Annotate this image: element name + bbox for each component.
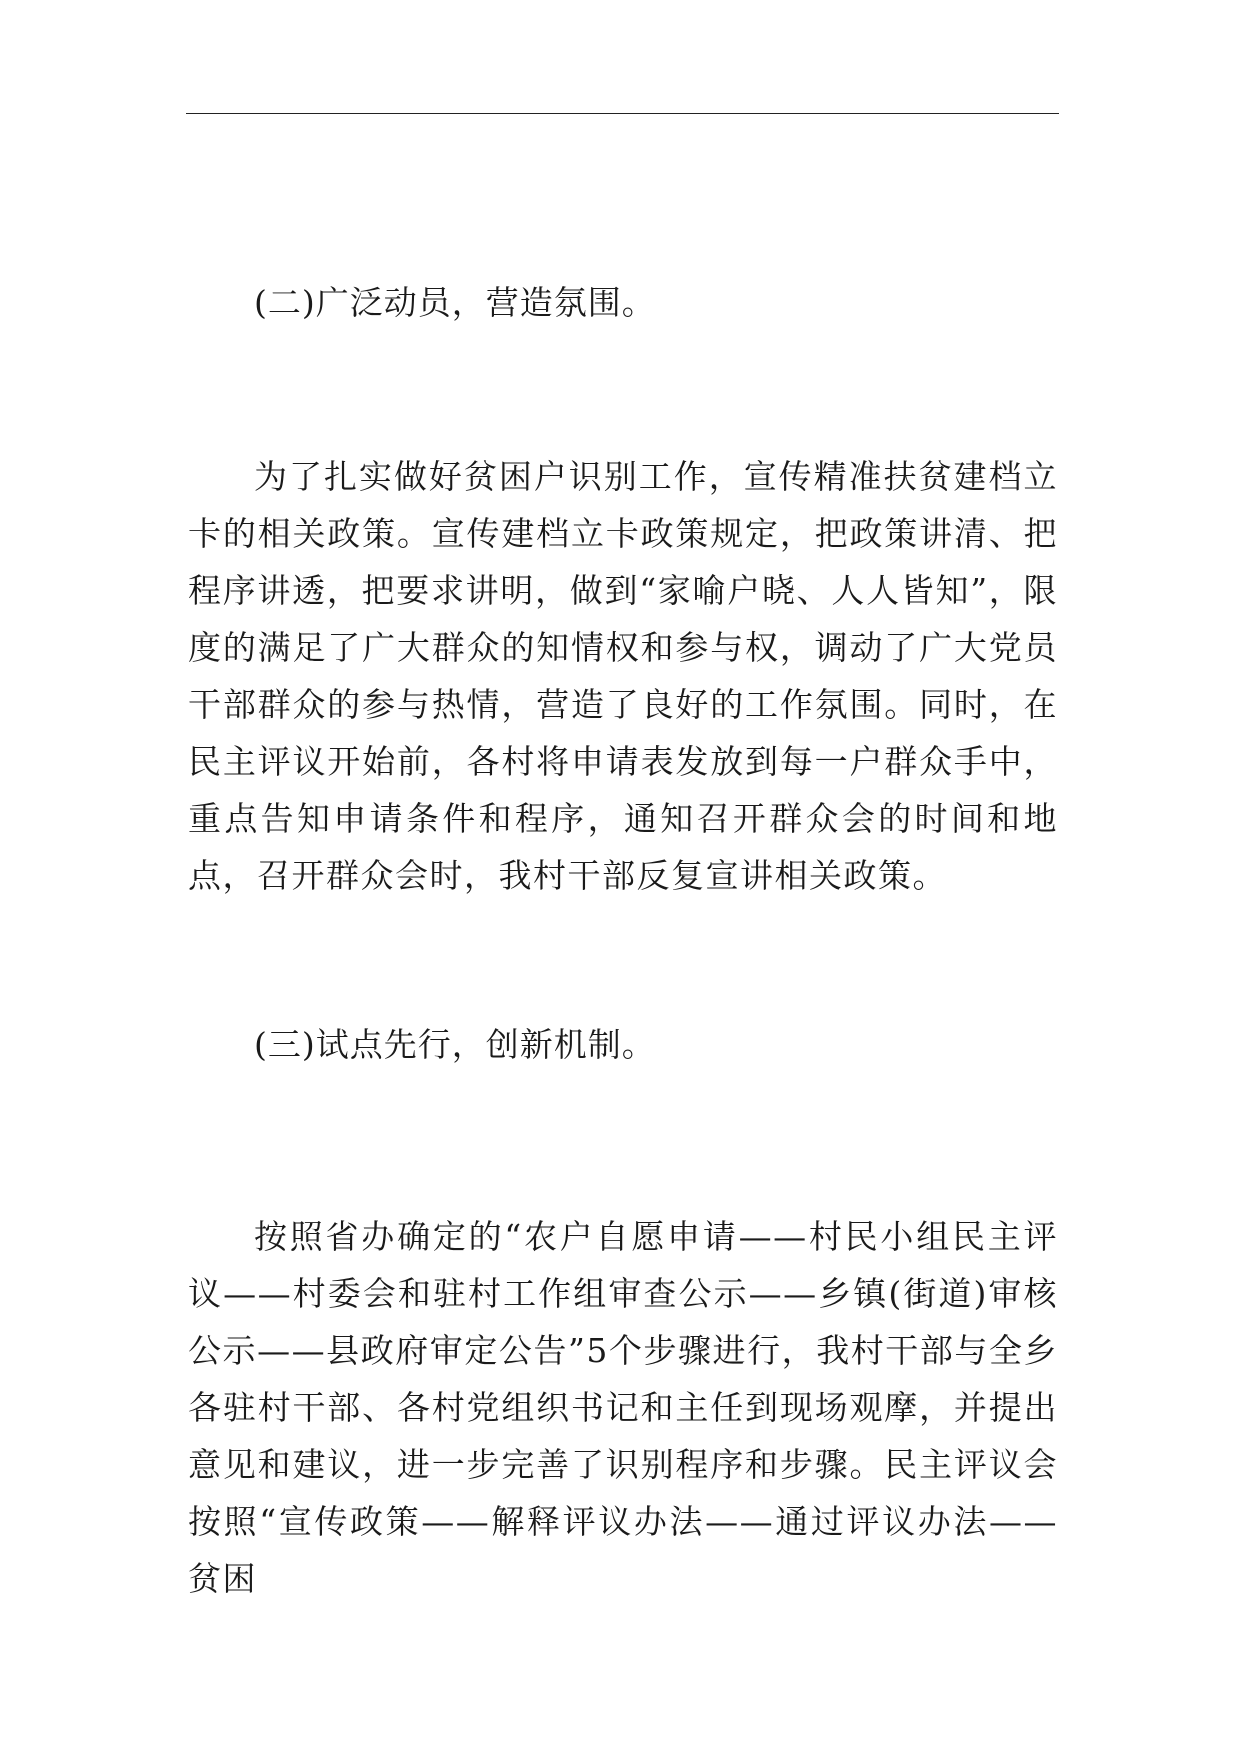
header-divider — [186, 113, 1059, 114]
section-heading: (三)试点先行，创新机制。 — [254, 1025, 656, 1064]
body-paragraph: 按照省办确定的“农户自愿申请——村民小组民主评议——村委会和驻村工作组审查公示——乡镇(街道)审核公示——县政府审定公告”5个步骤进行，我村干部与全乡各驻村干部、各村党组织书记和主任到现场观摩，并提出意见和建议，进一步完善了识别程序和步骤。民主评议会按照“宣传政策——解释评议办法——通过评议办法——贫困 — [188, 1217, 1058, 1598]
body-paragraph: 为了扎实做好贫困户识别工作，宣传精准扶贫建档立卡的相关政策。宣传建档立卡政策规定，把政策讲清、把程序讲透，把要求讲明，做到“家喻户晓、人人皆知”，限度的满足了广大群众的知情权和参与权，调动了广大党员干部群众的参与热情，营造了良好的工作氛围。同时，在民主评议开始前，各村将申请表发放到每一户群众手中，重点告知申请条件和程序，通知召开群众会的时间和地点，召开群众会时，我村干部反复宣讲相关政策。 — [188, 457, 1058, 895]
section-heading: (二)广泛动员，营造氛围。 — [254, 283, 656, 322]
